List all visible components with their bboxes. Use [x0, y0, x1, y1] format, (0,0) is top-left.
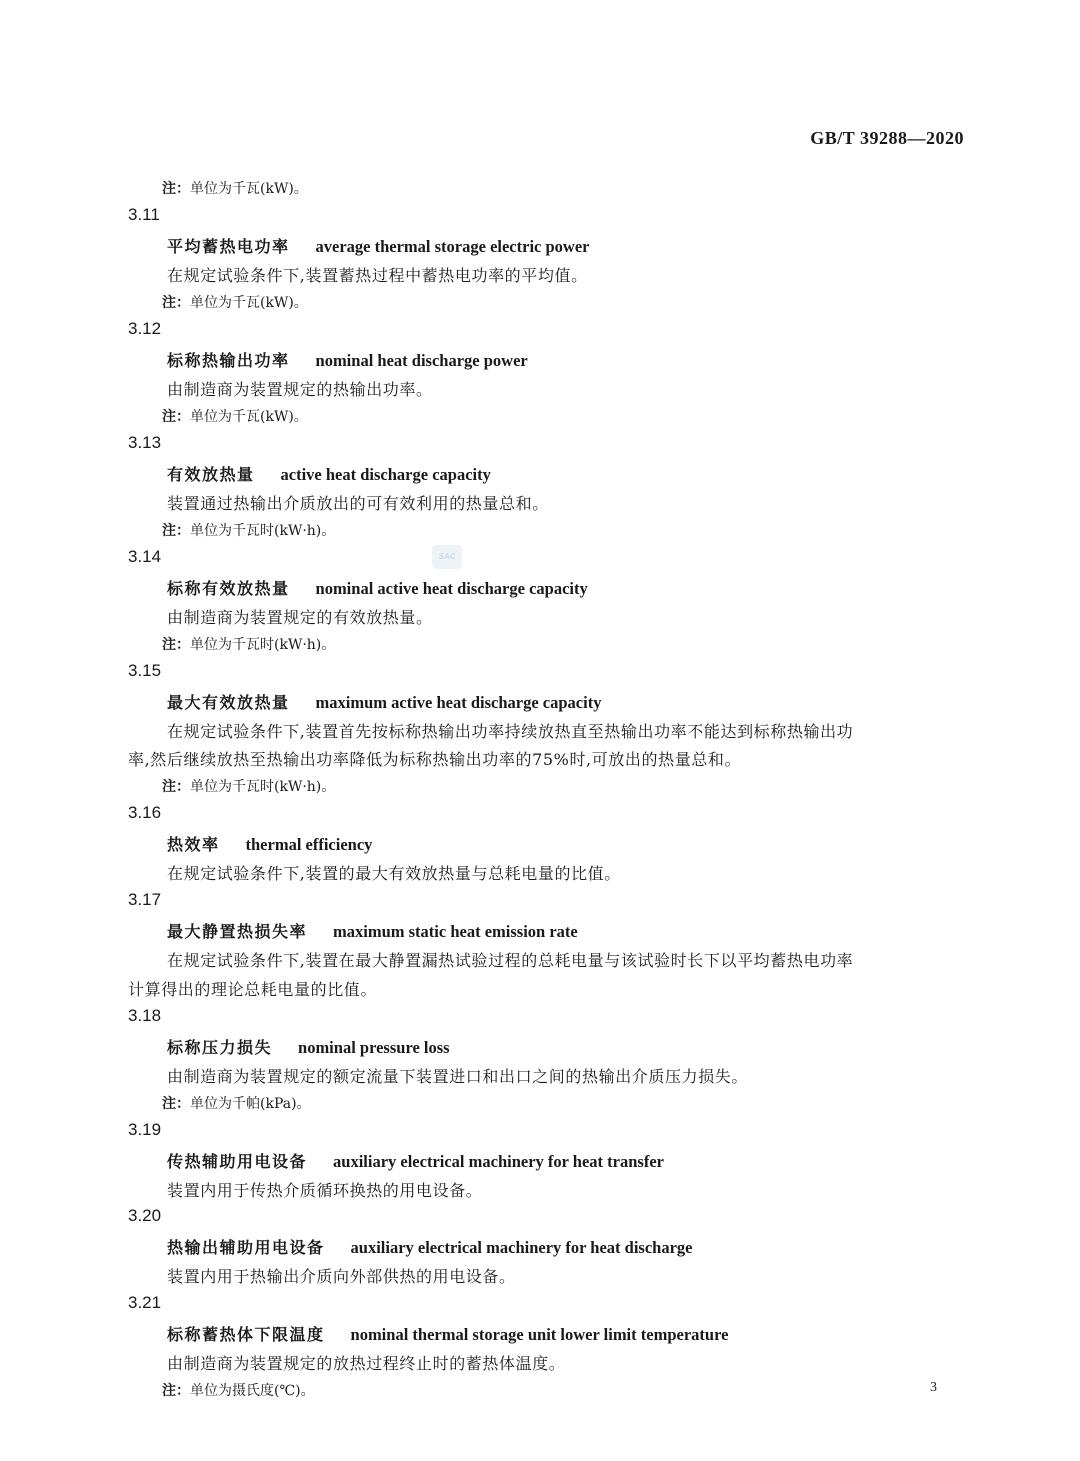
note-label: 注：	[162, 779, 190, 795]
note-text: 单位为千瓦时(kW·h)。	[190, 637, 336, 653]
definition-line-2: 率,然后继续放热至热输出功率降低为标称热输出功率的75%时,可放出的热量总和。	[128, 750, 742, 769]
term	[167, 1149, 664, 1172]
note	[162, 1093, 311, 1113]
term-chinese: 热输出辅助用电设备	[167, 1238, 325, 1257]
term	[167, 462, 491, 485]
term-chinese: 标称热输出功率	[167, 351, 290, 370]
definition: 在规定试验条件下,装置蓄热过程中蓄热电功率的平均值。	[167, 266, 588, 285]
note-label: 注：	[162, 181, 190, 197]
definition: 由制造商为装置规定的热输出功率。	[167, 380, 433, 399]
note-label: 注：	[162, 1096, 190, 1112]
clause-number: 3.20	[128, 1206, 162, 1225]
term	[167, 690, 601, 713]
definition: 装置通过热输出介质放出的可有效利用的热量总和。	[167, 494, 549, 513]
definition-line-1: 在规定试验条件下,装置在最大静置漏热试验过程的总耗电量与该试验时长下以平均蓄热电功率	[167, 951, 854, 970]
term-chinese: 传热辅助用电设备	[167, 1152, 308, 1171]
note-text: 单位为摄氏度(℃)。	[190, 1383, 315, 1399]
term-english: nominal active heat discharge capacity	[315, 579, 588, 598]
term-chinese: 最大静置热损失率	[167, 922, 308, 941]
term-chinese: 标称有效放热量	[167, 579, 290, 598]
note-text: 单位为千瓦(kW)。	[190, 295, 308, 311]
term-chinese: 平均蓄热电功率	[167, 237, 290, 256]
note-label: 注：	[162, 523, 190, 539]
definition: 由制造商为装置规定的有效放热量。	[167, 608, 433, 627]
note	[162, 292, 308, 312]
term-chinese: 标称压力损失	[167, 1038, 273, 1057]
note-label: 注：	[162, 1383, 190, 1399]
term	[167, 234, 589, 257]
term-english: maximum active heat discharge capacity	[315, 693, 602, 712]
note-label: 注：	[162, 295, 190, 311]
term	[167, 1035, 450, 1058]
watermark-logo: SAC	[432, 545, 462, 569]
term-english: maximum static heat emission rate	[333, 922, 578, 941]
clause-number: 3.17	[128, 890, 162, 909]
definition-line-2: 计算得出的理论总耗电量的比值。	[128, 980, 378, 999]
note	[162, 634, 335, 654]
term-english: nominal heat discharge power	[315, 351, 528, 370]
clause-number: 3.14	[128, 547, 162, 566]
definition-line-1: 在规定试验条件下,装置首先按标称热输出功率持续放热直至热输出功率不能达到标称热输出功	[167, 722, 854, 741]
clause-number: 3.18	[128, 1006, 162, 1025]
note	[162, 178, 308, 198]
page-number: 3	[930, 1380, 937, 1395]
clause-number: 3.13	[128, 433, 162, 452]
clause-number: 3.15	[128, 661, 162, 680]
definition: 由制造商为装置规定的额定流量下装置进口和出口之间的热输出介质压力损失。	[167, 1067, 749, 1086]
term	[167, 348, 528, 371]
term-english: nominal thermal storage unit lower limit temperature	[350, 1325, 729, 1344]
note-text: 单位为千瓦时(kW·h)。	[190, 523, 336, 539]
term	[167, 1235, 693, 1258]
term-chinese: 热效率	[167, 835, 220, 854]
note	[162, 406, 308, 426]
term-english: active heat discharge capacity	[280, 465, 491, 484]
term	[167, 832, 372, 855]
term-english: thermal efficiency	[245, 835, 373, 854]
term	[167, 919, 578, 942]
term	[167, 1322, 728, 1345]
term-english: average thermal storage electric power	[315, 237, 590, 256]
term-chinese: 最大有效放热量	[167, 693, 290, 712]
note	[162, 1380, 315, 1400]
note-label: 注：	[162, 409, 190, 425]
term	[167, 576, 588, 599]
term-chinese: 有效放热量	[167, 465, 255, 484]
note-text: 单位为千帕(kPa)。	[190, 1096, 311, 1112]
note-text: 单位为千瓦(kW)。	[190, 409, 308, 425]
clause-number: 3.11	[128, 205, 160, 224]
definition: 装置内用于传热介质循环换热的用电设备。	[167, 1181, 483, 1200]
note	[162, 520, 335, 540]
note-text: 单位为千瓦(kW)。	[190, 181, 308, 197]
term-english: nominal pressure loss	[298, 1038, 450, 1057]
term-english: auxiliary electrical machinery for heat transfer	[333, 1152, 664, 1171]
definition: 在规定试验条件下,装置的最大有效放热量与总耗电量的比值。	[167, 864, 621, 883]
clause-number: 3.12	[128, 319, 162, 338]
clause-number: 3.16	[128, 803, 162, 822]
clause-number: 3.19	[128, 1120, 162, 1139]
standard-code-header: GB/T 39288—2020	[810, 128, 964, 148]
clause-number: 3.21	[128, 1293, 162, 1312]
definition: 由制造商为装置规定的放热过程终止时的蓄热体温度。	[167, 1354, 566, 1373]
note-text: 单位为千瓦时(kW·h)。	[190, 779, 336, 795]
note-label: 注：	[162, 637, 190, 653]
term-chinese: 标称蓄热体下限温度	[167, 1325, 325, 1344]
definition: 装置内用于热输出介质向外部供热的用电设备。	[167, 1267, 516, 1286]
term-english: auxiliary electrical machinery for heat discharge	[350, 1238, 693, 1257]
note	[162, 776, 335, 796]
